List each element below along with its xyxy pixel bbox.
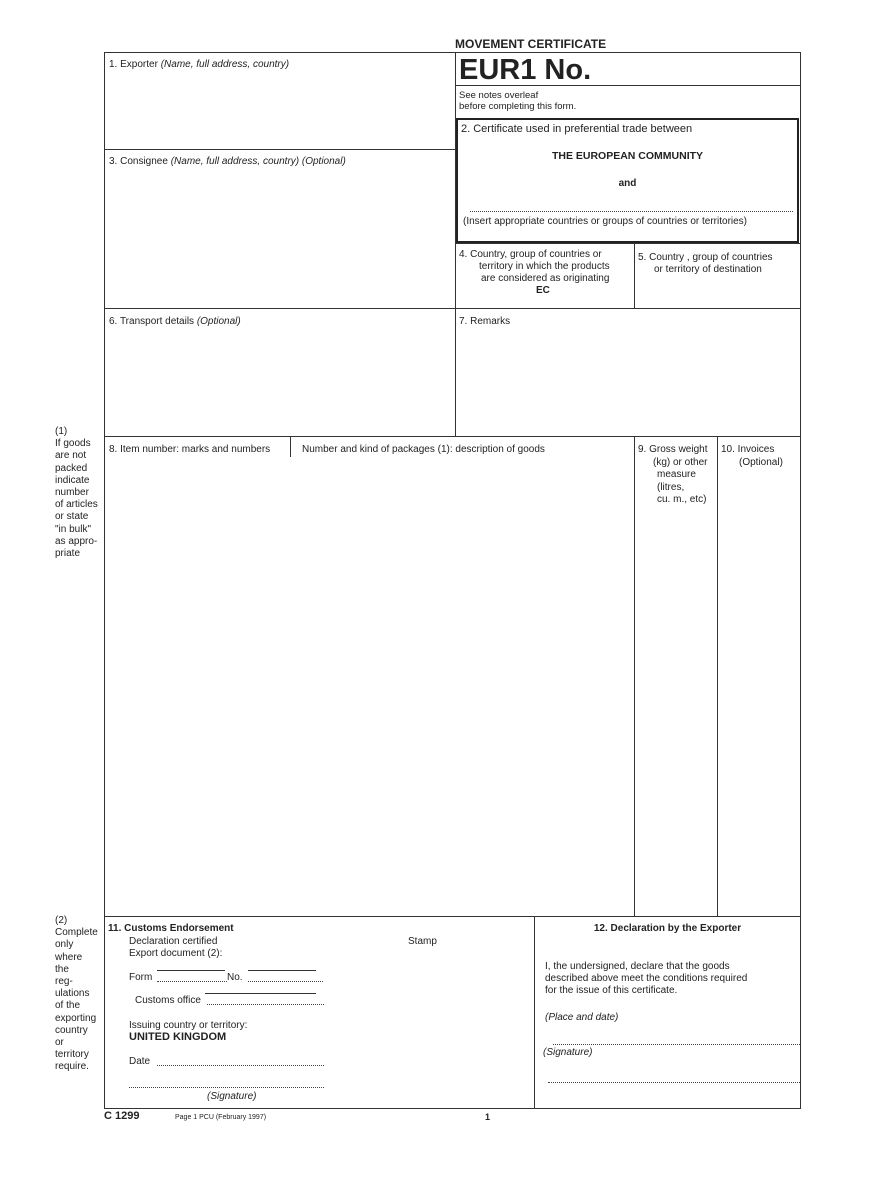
- no-top-line: [248, 970, 316, 971]
- page-number: 1: [485, 1112, 491, 1122]
- see-notes: See notes overleaf before completing this form.: [459, 90, 577, 112]
- transport-details-label: 6. Transport details (Optional): [109, 316, 241, 327]
- destination-country-box[interactable]: [634, 243, 801, 309]
- place-date-input[interactable]: [553, 1044, 800, 1045]
- countries-input-line[interactable]: [470, 210, 793, 212]
- stamp-label: Stamp: [408, 936, 437, 947]
- destination-country-label: 5. Country , group of countries or territory of destination: [638, 252, 773, 275]
- form-input[interactable]: [157, 981, 227, 982]
- invoices-box[interactable]: [717, 436, 801, 917]
- preferential-trade-box: [456, 118, 799, 243]
- remarks-box[interactable]: [455, 308, 801, 437]
- no-input[interactable]: [248, 981, 323, 982]
- customs-signature-label: (Signature): [207, 1091, 257, 1102]
- packages-description-label: Number and kind of packages (1): description of goods: [302, 444, 545, 455]
- origin-country-box[interactable]: [455, 243, 635, 309]
- countries-hint: (Insert appropriate countries or groups of countries or territories): [463, 216, 748, 227]
- exporter-signature-input[interactable]: [548, 1082, 800, 1083]
- form-code: C 1299: [104, 1110, 140, 1122]
- goods-description-box[interactable]: [104, 436, 635, 917]
- invoices-label: 10. Invoices (Optional): [721, 444, 783, 468]
- customs-office-input[interactable]: [207, 1004, 324, 1005]
- page-info: Page 1 PCU (February 1997): [175, 1114, 267, 1121]
- issuing-country-label: Issuing country or territory:: [129, 1020, 248, 1031]
- place-date-label: (Place and date): [545, 1012, 619, 1023]
- european-community: THE EUROPEAN COMMUNITY: [551, 150, 704, 162]
- gross-weight-box[interactable]: [634, 436, 718, 917]
- gross-weight-label: 9. Gross weight (kg) or other measure (litres, cu. m., etc): [638, 444, 708, 506]
- side-note-2: (2) Complete only where the reg- ulations of the exporting country or territory require.: [55, 915, 98, 1073]
- customs-office-label: Customs office: [135, 995, 201, 1006]
- consignee-box[interactable]: [104, 149, 456, 309]
- export-document-label: Export document (2):: [129, 948, 223, 959]
- exporter-declaration-box: [534, 916, 801, 1109]
- customs-endorsement-title: 11. Customs Endorsement: [108, 923, 234, 934]
- customs-signature-input[interactable]: [129, 1087, 324, 1088]
- customs-endorsement-box: [104, 916, 535, 1109]
- declaration-certified: Declaration certified: [129, 936, 218, 947]
- origin-country-label: 4. Country, group of countries or territory in which the products are considered as originating EC: [459, 249, 634, 297]
- date-label: Date: [129, 1056, 151, 1067]
- item-number-label: 8. Item number: marks and numbers: [109, 444, 271, 455]
- exporter-box[interactable]: [104, 52, 456, 150]
- consignee-label: 3. Consignee (Name, full address, country) (Optional): [109, 156, 346, 167]
- no-label: No.: [227, 972, 243, 983]
- origin-country-value: EC: [536, 285, 550, 296]
- form-top-line: [157, 970, 225, 971]
- and-text: and: [618, 178, 637, 189]
- issuing-country-value: UNITED KINGDOM: [129, 1031, 227, 1043]
- exporter-declaration-title: 12. Declaration by the Exporter: [593, 923, 742, 934]
- form-label: Form: [129, 972, 153, 983]
- item-divider: [290, 437, 291, 457]
- customs-office-top-line: [205, 993, 316, 994]
- remarks-label: 7. Remarks: [459, 316, 511, 327]
- eur1-number-label: EUR1 No.: [459, 54, 592, 86]
- movement-certificate-title: MOVEMENT CERTIFICATE: [455, 37, 607, 51]
- declaration-text: I, the undersigned, declare that the goods described above meet the conditions required for the issue of this certificate.: [545, 961, 748, 996]
- date-input[interactable]: [157, 1065, 324, 1066]
- eur1-number-box[interactable]: [455, 52, 801, 86]
- exporter-label: 1. Exporter (Name, full address, country): [109, 59, 290, 70]
- exporter-signature-label: (Signature): [543, 1047, 593, 1058]
- transport-details-box[interactable]: [104, 308, 456, 437]
- side-note-1: (1) If goods are not packed indicate number of articles or state "in bulk" as appro- priate: [55, 426, 98, 560]
- preferential-trade-label: 2. Certificate used in preferential trade between: [461, 123, 693, 135]
